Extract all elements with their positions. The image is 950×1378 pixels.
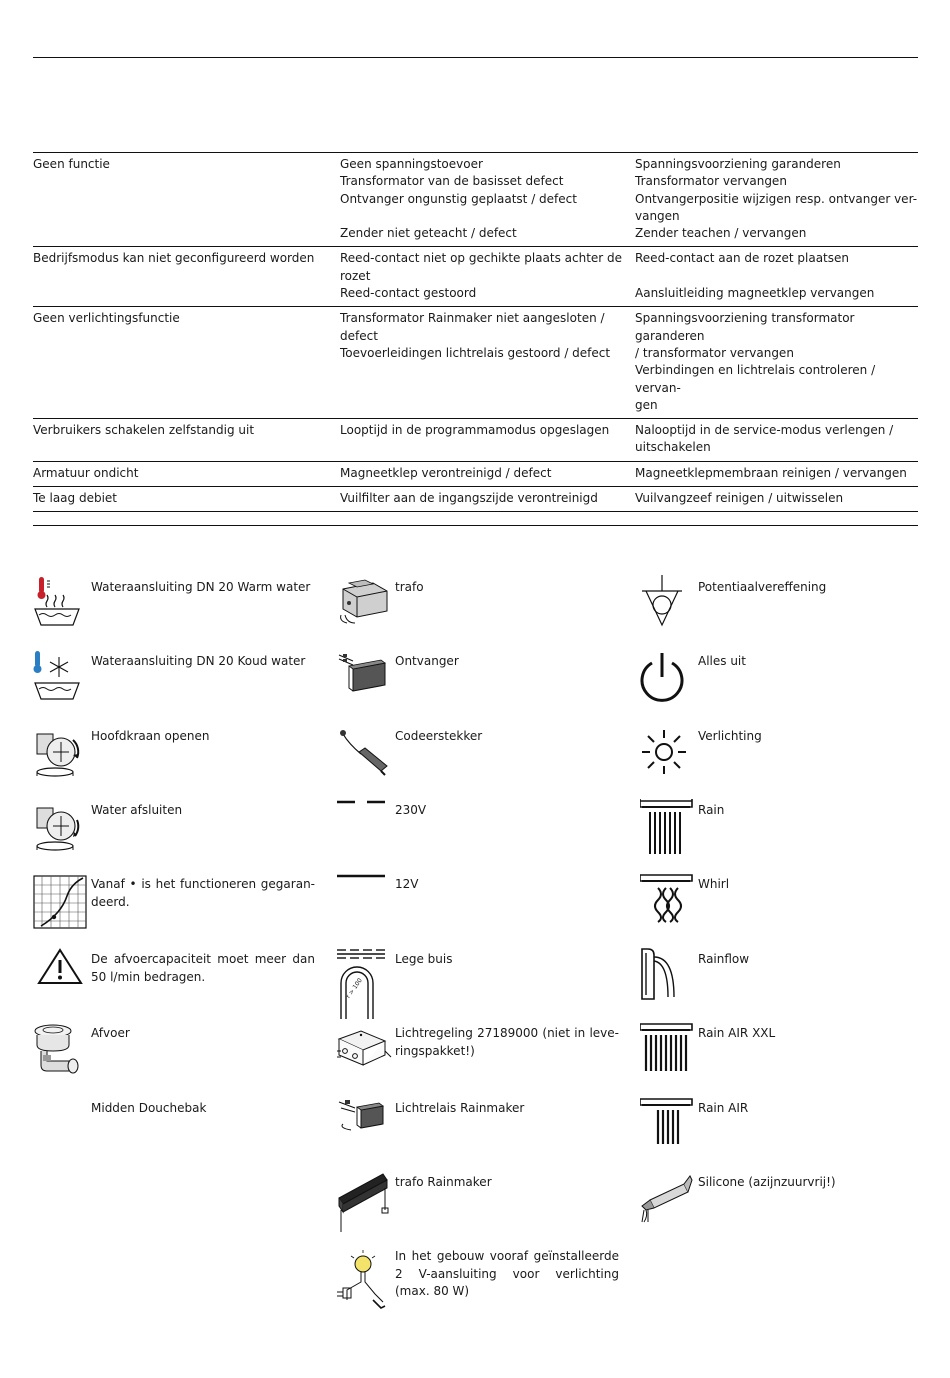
coding-plug-icon xyxy=(337,724,393,786)
graph-icon xyxy=(33,872,89,934)
legend-label: Ontvanger xyxy=(395,654,459,668)
remedy-line: Zender teachen / vervangen xyxy=(635,226,807,241)
legend-label: Rain AIR XXL xyxy=(698,1026,776,1040)
remedy-line: vangen xyxy=(635,208,680,223)
silicone-icon xyxy=(640,1170,696,1232)
legend-label: Potentiaalvereffening xyxy=(698,580,827,594)
problem-line: Te laag debiet xyxy=(33,491,117,506)
table-row xyxy=(33,153,918,247)
cause-line: Reed-contact niet op gechikte plaats achter de xyxy=(340,251,623,266)
cause-line: rozet xyxy=(340,268,371,283)
legend-label: Wateraansluiting DN 20 Warm water xyxy=(91,580,311,594)
problem-cell xyxy=(33,250,340,302)
cold-water-icon xyxy=(33,649,89,711)
legend-label: Hoofdkraan openen xyxy=(91,729,210,743)
legend-label: 230V xyxy=(395,803,427,817)
legend-label: Codeerstekker xyxy=(395,729,483,743)
cause-cell xyxy=(340,465,635,482)
cause-cell xyxy=(340,156,635,242)
remedy-line: Ontvangerpositie wijzigen resp. ontvanger ver- xyxy=(635,191,918,206)
conduit-radius-label: r > 100 xyxy=(344,977,364,1000)
cause-line: Transformator Rainmaker niet aangesloten / xyxy=(340,311,605,326)
whirl-spray-icon xyxy=(640,872,696,934)
close-water-icon xyxy=(33,798,89,860)
power-off-icon xyxy=(640,649,696,711)
cause-cell xyxy=(340,310,635,414)
legend-label: Silicone (azijnzuurvrij!) xyxy=(698,1175,836,1189)
remedy-line: Vuilvangzeef reinigen / uitwisselen xyxy=(635,491,844,506)
remedy-cell xyxy=(635,156,918,242)
rain-spray-icon xyxy=(640,798,696,860)
legend-label: Midden Douchebak xyxy=(91,1101,207,1115)
lighting-connection-icon xyxy=(337,1244,393,1314)
troubleshooting-table xyxy=(33,152,918,512)
legend-label: trafo Rainmaker xyxy=(395,1175,492,1189)
problem-line: Geen functie xyxy=(33,157,110,171)
problem-cell xyxy=(33,465,340,482)
drain-icon xyxy=(33,1021,89,1083)
problem-cell xyxy=(33,156,340,242)
remedy-cell xyxy=(635,250,918,302)
remedy-line: Aansluitleiding magneetklep vervangen xyxy=(635,286,875,301)
legend-label: Rain AIR xyxy=(698,1101,749,1115)
remedy-line: Spanningsvoorziening transformator garanderen xyxy=(635,311,855,343)
rain-air-icon xyxy=(640,1096,696,1158)
problem-line: Geen verlichtingsfunctie xyxy=(33,311,180,326)
legend-label: trafo xyxy=(395,580,424,594)
remedy-line: uitschakelen xyxy=(635,440,711,455)
top-rule xyxy=(33,57,918,58)
remedy-cell xyxy=(635,422,918,457)
remedy-line xyxy=(635,268,918,285)
cause-line: Reed-contact gestoord xyxy=(340,286,477,301)
table-row xyxy=(33,462,918,487)
cause-line: Ontvanger ongunstig geplaatst / defect xyxy=(340,191,577,206)
equipotential-bonding-icon xyxy=(640,575,696,637)
table-row xyxy=(33,487,918,512)
legend-label: Wateraansluiting DN 20 Koud water xyxy=(91,654,306,668)
table-row xyxy=(33,307,918,419)
rainflow-spray-icon xyxy=(640,947,696,1009)
legend-label: In het gebouw vooraf geïnstalleerde 2 V-aansluiting voor verlichting (max. 80 W) xyxy=(395,1249,619,1298)
cause-line: Magneetklep verontreinigd / defect xyxy=(340,465,552,480)
remedy-cell xyxy=(635,310,918,414)
problem-line: Verbruikers schakelen zelfstandig uit xyxy=(33,423,255,438)
table-row xyxy=(33,419,918,462)
remedy-cell xyxy=(635,465,918,482)
cause-line: Transformator van de basisset defect xyxy=(340,174,564,189)
legend-label: Verlichting xyxy=(698,729,762,743)
legend-label: Vanaf • is het functioneren gegaran-deerd. xyxy=(91,877,315,909)
solid-line-icon xyxy=(337,872,393,934)
cause-cell xyxy=(340,490,635,507)
problem-cell xyxy=(33,490,340,507)
legend-label: Afvoer xyxy=(91,1026,130,1040)
legend-label: Lichtrelais Rainmaker xyxy=(395,1101,525,1115)
remedy-line: Transformator vervangen xyxy=(635,174,787,189)
table-row xyxy=(33,247,918,307)
legend-label: Rain xyxy=(698,803,725,817)
light-relay-icon xyxy=(337,1096,393,1158)
receiver-icon xyxy=(337,649,393,711)
remedy-line: Nalooptijd in de service-modus verlengen / xyxy=(635,423,894,438)
legend-label: 12V xyxy=(395,877,419,891)
remedy-line: Spanningsvoorziening garanderen xyxy=(635,157,841,171)
dashed-line-icon xyxy=(337,798,393,860)
cause-line: Geen spanningstoevoer xyxy=(340,157,483,171)
cause-line: Toevoerleidingen lichtrelais gestoord / defect xyxy=(340,345,611,360)
legend-rule xyxy=(33,525,918,526)
light-control-box-icon xyxy=(337,1021,393,1083)
lighting-sun-icon xyxy=(640,724,696,786)
remedy-line: Verbindingen en lichtrelais controleren / vervan- xyxy=(635,363,876,395)
legend-label: Lege buis xyxy=(395,952,453,966)
cause-line xyxy=(340,208,625,225)
warning-icon xyxy=(33,947,89,1009)
empty-conduit-icon xyxy=(337,947,393,1025)
legend-label: Lichtregeling 27189000 (niet in leve-ringspakket!) xyxy=(395,1026,619,1058)
cause-line: Looptijd in de programmamodus opgeslagen xyxy=(340,423,610,438)
legend-label: Whirl xyxy=(698,877,730,891)
legend-label: Water afsluiten xyxy=(91,803,183,817)
legend-label: Alles uit xyxy=(698,654,746,668)
problem-cell xyxy=(33,422,340,457)
remedy-line: gen xyxy=(635,397,658,412)
cause-cell xyxy=(340,250,635,302)
remedy-line: / transformator vervangen xyxy=(635,345,794,360)
remedy-line: Reed-contact aan de rozet plaatsen xyxy=(635,251,849,266)
cause-cell xyxy=(340,422,635,457)
cause-line: defect xyxy=(340,328,378,343)
rain-air-xxl-icon xyxy=(640,1021,696,1083)
problem-line: Armatuur ondicht xyxy=(33,465,139,480)
remedy-cell xyxy=(635,490,918,507)
remedy-line: Magneetklepmembraan reinigen / vervangen xyxy=(635,465,907,480)
legend-label: De afvoercapaciteit moet meer dan 50 l/min bedragen. xyxy=(91,952,315,984)
transformer-icon xyxy=(337,575,393,637)
hot-water-icon xyxy=(33,575,89,637)
problem-line: Bedrijfsmodus kan niet geconfigureerd worden xyxy=(33,251,315,266)
cause-line: Zender niet geteacht / defect xyxy=(340,226,517,241)
open-main-valve-icon xyxy=(33,724,89,786)
rainmaker-transformer-icon xyxy=(337,1170,393,1232)
legend-label: Rainflow xyxy=(698,952,750,966)
cause-line: Vuilfilter aan de ingangszijde verontreinigd xyxy=(340,491,598,506)
problem-cell xyxy=(33,310,340,414)
